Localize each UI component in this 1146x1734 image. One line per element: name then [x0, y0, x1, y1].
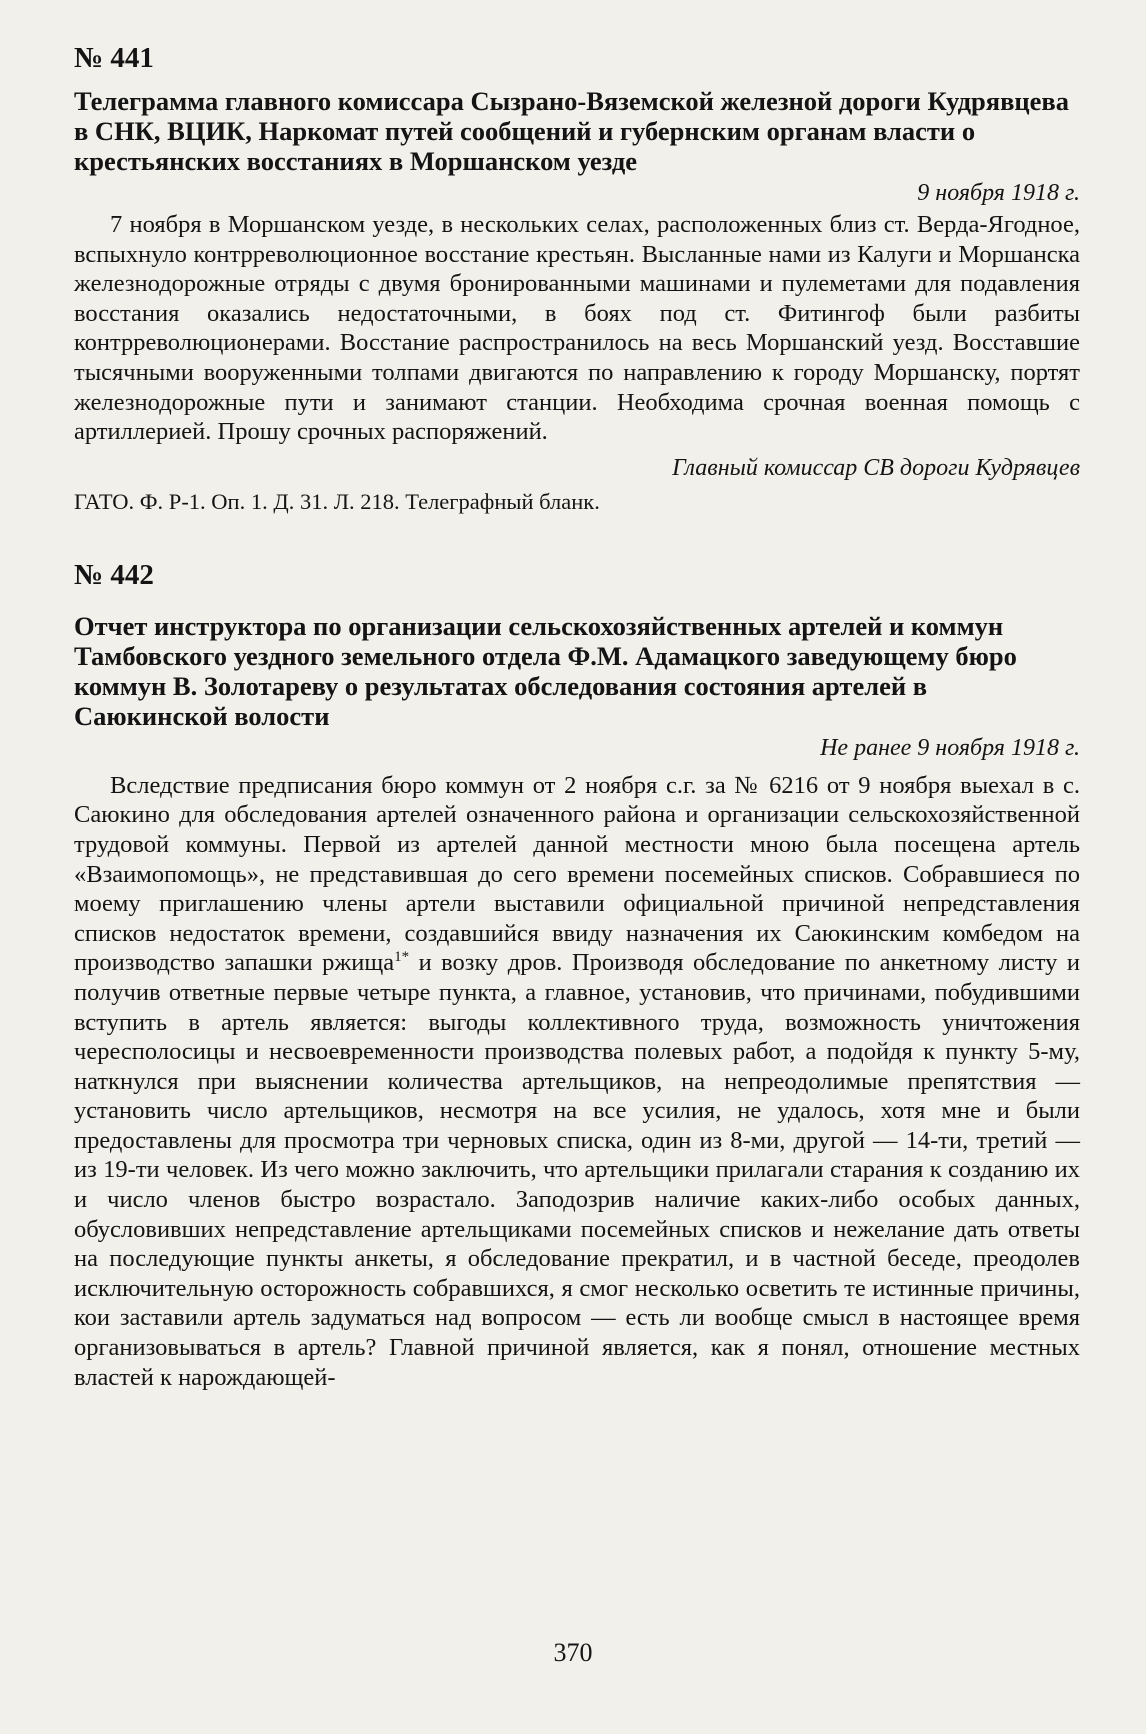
page-number: 370	[553, 1638, 593, 1667]
document-number: № 441	[74, 42, 154, 74]
document-date: Не ранее 9 ноября 1918 г.	[820, 734, 1080, 761]
footnote-marker: 1*	[394, 949, 410, 966]
document-442	[74, 557, 1080, 1392]
document-title: Отчет инструктора по организации сельскохозяйственных артелей и коммун Тамбовского уездного земельного отдела Ф.М. Адамацкого заведующему бюро коммун В. Золотареву о результатах обследования состояния артелей в Саюкинской волости	[74, 610, 1017, 731]
document-441	[74, 40, 1080, 517]
signature: Главный комиссар СВ дороги Кудрявцев	[672, 454, 1080, 481]
document-body: 7 ноября в Моршанском уезде, в нескольких селах, расположенных близ ст. Верда-Ягодное, вспыхнуло контрреволюционное восстание крестьян. Высланные нами из Калуги и Моршанска железнодорожные отряды с двумя бронированными машинами и пулеметами для подавления восстания оказались недостаточными, в боях под ст. Фитингоф были разбиты контрреволюционерами. Восстание распространилось на весь Моршанский уезд. Восставшие тысячными вооруженными толпами двигаются по направлению к городу Моршанску, портят железнодорожные пути и занимают станции. Необходима срочная военная помощь с артиллерией. Прошу срочных распоряжений.	[74, 211, 1080, 446]
body-text-part-1: Вследствие предписания бюро коммун от 2 ноября с.г. за № 6216 от 9 ноября выехал в с. Саюкино для обследования артелей означенного района и организации сельскохозяйственной трудовой коммуны. Первой из артелей данной местности мною была посещена артель «Взаимопомощь», не представившая до сего времени посемейных списков. Собравшиеся по моему приглашению члены артели выставили официальной причиной непредставления списков недостаток времени, создавшийся ввиду назначения их Саюкинским комбедом на производство запашки ржища	[74, 771, 1080, 977]
document-body	[74, 771, 1080, 1392]
archive-reference: ГАТО. Ф. Р-1. Оп. 1. Д. 31. Л. 218. Телеграфный бланк.	[74, 488, 600, 514]
body-text-part-2: и возку дров. Производя обследование по анкетному листу и получив ответные первые четыре пункта, а главное, установив, что причинами, побудившими вступить в артель является: выгоды коллективного труда, возможность уничтожения чересполосицы и несвоевременности производства полевых работ, а подойдя к пункту 5-му, наткнулся при выяснении количества артельщиков, на непреодолимые препятствия — установить число артельщиков, несмотря на все усилия, не удалось, хотя мне и были предоставлены для просмотра три черновых списка, один из 8-ми, другой — 14-ти, третий — из 19-ти человек. Из чего можно заключить, что артельщики прилагали старания к созданию их и число членов быстро возрастало. Заподозрив наличие каких-либо особых данных, обусловивших непредставление артельщиками посемейных списков и нежелание дать ответы на последующие пункты анкеты, я обследование прекратил, и в частной беседе, преодолев исключительную осторожность собравшихся, я смог несколько осветить те истинные причины, кои заставили артель задуматься над вопросом — есть ли вообще смысл в настоящее время организовываться в артель? Главной причиной является, как я понял, отношение местных властей к нарождающей-	[74, 949, 1080, 1391]
document-title: Телеграмма главного комиссара Сызрано-Вяземской железной дороги Кудрявцева в СНК, ВЦИК, Наркомат путей сообщений и губернским органам власти о крестьянских восстаниях в Моршанском уезде	[74, 86, 1069, 176]
document-number: № 442	[74, 558, 154, 591]
document-date: 9 ноября 1918 г.	[917, 180, 1080, 206]
